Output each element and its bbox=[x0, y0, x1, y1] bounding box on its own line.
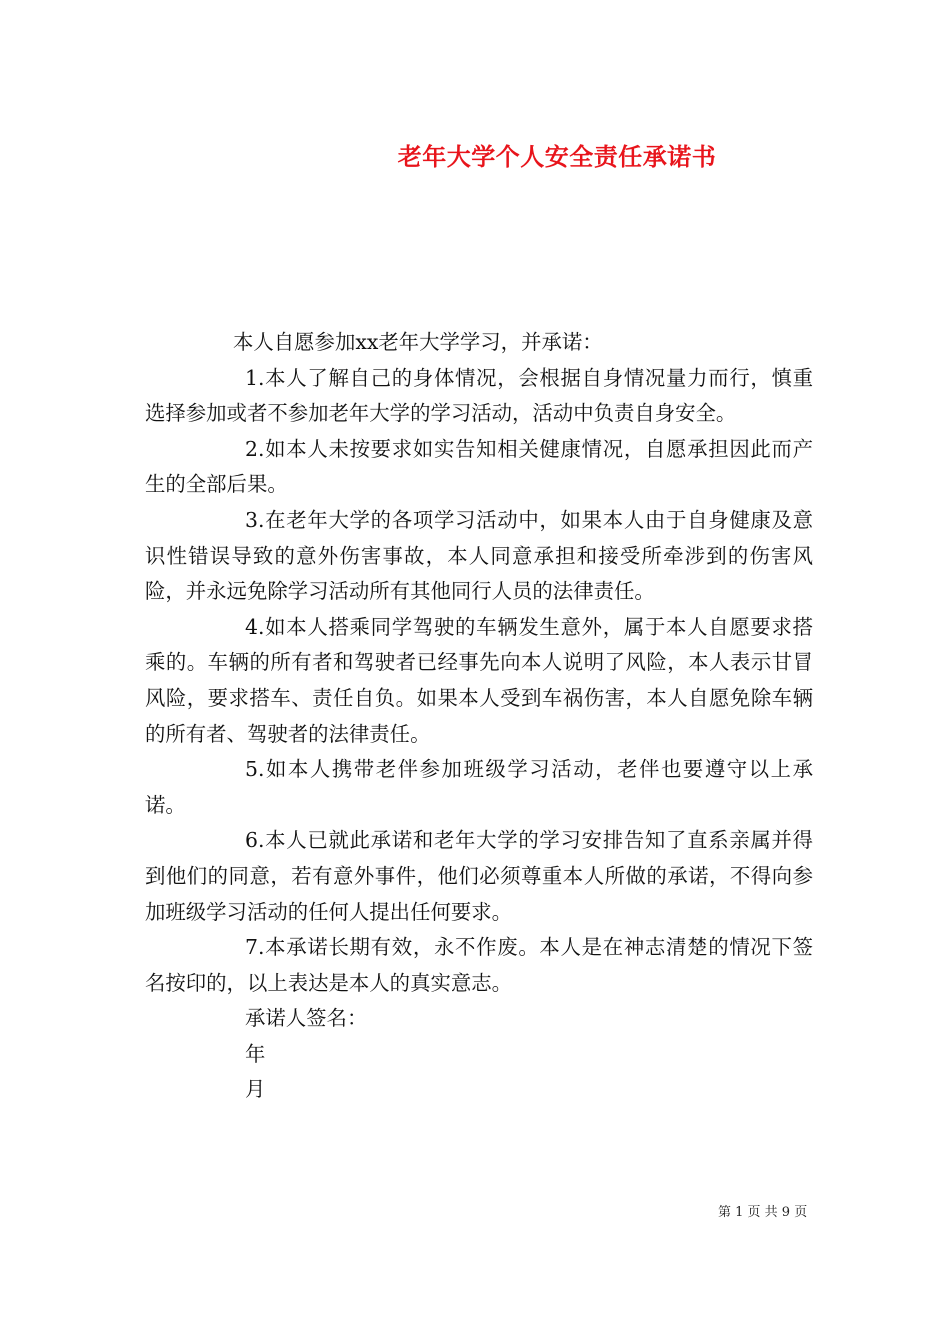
commitment-item-4: 4.如本人搭乘同学驾驶的车辆发生意外，属于本人自愿要求搭乘的。车辆的所有者和驾驶者已经事先向本人说明了风险，本人表示甘冒风险，要求搭车、责任自负。如果本人受到车祸伤害，本人自愿免除车辆的所有者、驾驶者的法律责任。 bbox=[145, 614, 813, 746]
commitment-item-7: 7.本承诺长期有效，永不作废。本人是在神志清楚的情况下签名按印的，以上表达是本人的真实意志。 bbox=[145, 935, 813, 995]
signature-label: 承诺人签名： bbox=[245, 1006, 368, 1031]
page-number: 第 1 页 共 9 页 bbox=[718, 1205, 808, 1220]
document-title: 老年大学个人安全责任承诺书 bbox=[397, 142, 717, 171]
commitment-item-3: 3.在老年大学的各项学习活动中，如果本人由于自身健康及意识性错误导致的意外伤害事故，本人同意承担和接受所牵涉到的伤害风险，并永远免除学习活动所有其他同行人员的法律责任。 bbox=[145, 507, 813, 604]
commitment-item-2: 2.如本人未按要求如实告知相关健康情况，自愿承担因此而产生的全部后果。 bbox=[145, 436, 813, 497]
month-label: 月 bbox=[245, 1077, 266, 1102]
commitment-item-6: 6.本人已就此承诺和老年大学的学习安排告知了直系亲属并得到他们的同意，若有意外事件，他们必须尊重本人所做的承诺，不得向参加班级学习活动的任何人提出任何要求。 bbox=[145, 828, 813, 924]
document-body bbox=[145, 325, 813, 1108]
intro-paragraph: 本人自愿参加xx老年大学学习，并承诺： bbox=[233, 330, 603, 354]
commitment-item-1: 1.本人了解自己的身体情况，会根据自身情况量力而行，慎重选择参加或者不参加老年大学的学习活动，活动中负责自身安全。 bbox=[145, 365, 813, 426]
commitment-item-5: 5.如本人携带老伴参加班级学习活动，老伴也要遵守以上承诺。 bbox=[145, 757, 813, 817]
year-label: 年 bbox=[245, 1041, 266, 1066]
